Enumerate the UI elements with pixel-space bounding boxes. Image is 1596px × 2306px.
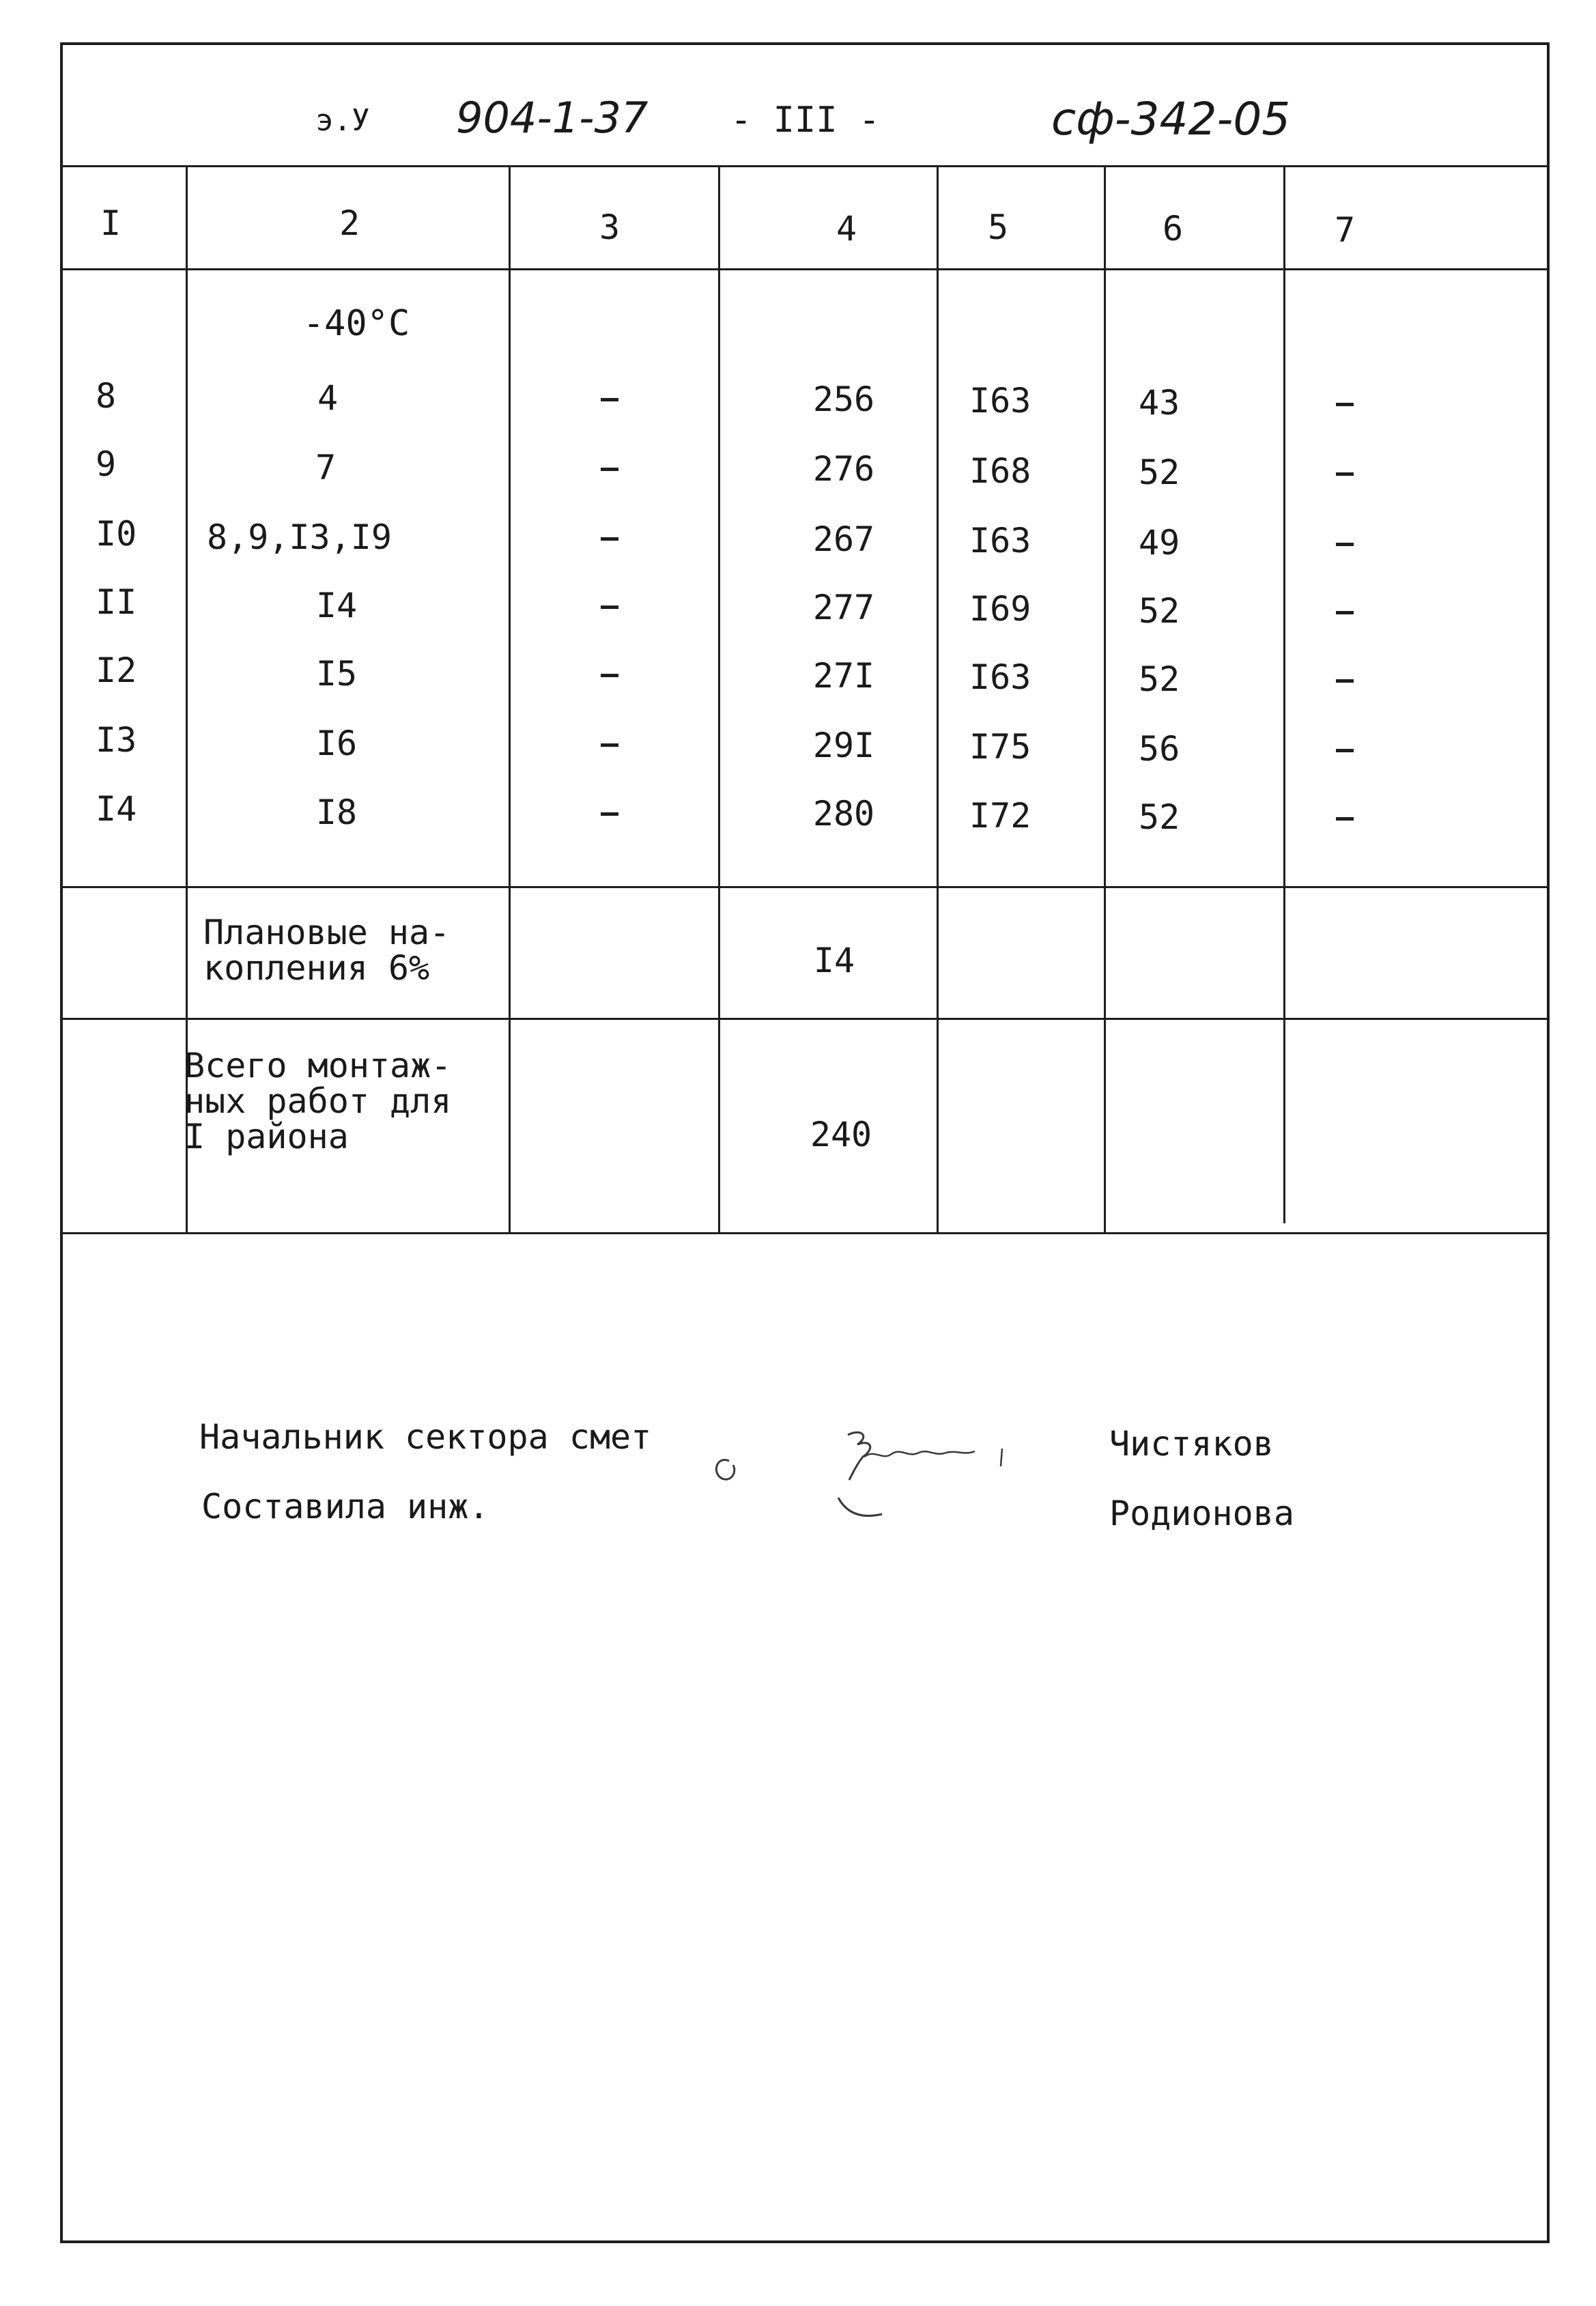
row-number: 8 xyxy=(96,376,117,416)
row-reference: I4 xyxy=(315,586,358,625)
header-prefix: э.У xyxy=(315,103,370,138)
cell-col5: I69 xyxy=(969,589,1031,629)
column-numbers-rule xyxy=(60,268,1550,270)
cell-dash xyxy=(1336,543,1354,546)
cell-dash xyxy=(601,743,618,747)
column-number: 2 xyxy=(339,203,360,243)
row-number: I3 xyxy=(96,720,137,760)
cell-dash xyxy=(601,468,618,471)
head-name: Чистяков xyxy=(1109,1424,1274,1464)
cell-col4: 27I xyxy=(812,656,875,696)
row-number: I2 xyxy=(96,651,137,690)
cell-col4: 267 xyxy=(812,519,875,559)
cell-col5: I63 xyxy=(969,521,1031,560)
planned-label: Плановые на- копления 6% xyxy=(203,913,451,988)
head-title: Начальник сектора смет xyxy=(199,1417,652,1457)
column-divider-6 xyxy=(1283,165,1285,1223)
cell-dash xyxy=(601,398,618,401)
column-number: 4 xyxy=(836,209,857,248)
column-number: 3 xyxy=(599,208,621,247)
row-number: II xyxy=(96,582,137,622)
planned-value: I4 xyxy=(813,941,855,980)
cell-col6: 52 xyxy=(1139,659,1180,699)
planned-rule xyxy=(60,1018,1550,1020)
cell-col5: I68 xyxy=(969,451,1031,491)
cell-dash xyxy=(1336,403,1354,406)
cell-col6: 56 xyxy=(1139,729,1180,769)
compiler-name: Родионова xyxy=(1109,1494,1294,1533)
project-code: 904-1-37 xyxy=(456,93,649,143)
cell-col6: 52 xyxy=(1139,453,1180,492)
cell-dash xyxy=(1336,472,1354,476)
row-number: I4 xyxy=(96,789,137,829)
cell-col5: I63 xyxy=(969,657,1031,697)
cell-col4: 280 xyxy=(812,794,875,834)
row-number: I0 xyxy=(96,514,137,554)
row-reference: 4 xyxy=(317,378,339,418)
cell-col5: I72 xyxy=(969,796,1031,836)
page-number: - III - xyxy=(730,100,881,141)
cell-dash xyxy=(601,812,618,816)
column-divider-4 xyxy=(937,165,939,1232)
cell-col4: 277 xyxy=(812,588,875,627)
cell-col6: 49 xyxy=(1139,523,1180,563)
cell-dash xyxy=(601,674,618,677)
row-number: 9 xyxy=(96,444,117,484)
cell-col6: 52 xyxy=(1139,797,1180,837)
row-reference: 7 xyxy=(315,448,337,487)
cell-dash xyxy=(601,606,618,609)
handwritten-signature xyxy=(703,1413,1031,1550)
column-divider-2 xyxy=(509,165,511,1232)
cell-col4: 276 xyxy=(812,449,875,489)
column-number: 5 xyxy=(987,208,1009,247)
column-divider-5 xyxy=(1104,165,1106,1232)
compiler-title: Составила инж. xyxy=(201,1487,489,1526)
row-reference: 8,9,I3,I9 xyxy=(207,517,392,557)
cell-dash xyxy=(601,537,618,541)
cell-dash xyxy=(1336,611,1354,614)
cell-col5: I63 xyxy=(969,381,1031,421)
cell-col5: I75 xyxy=(969,727,1031,767)
row-reference: I6 xyxy=(315,724,358,763)
cell-col4: 29I xyxy=(812,726,875,765)
sheet-code: сф-342-05 xyxy=(1051,93,1291,145)
column-number: 7 xyxy=(1334,210,1356,250)
column-number: 6 xyxy=(1162,209,1184,248)
cell-col6: 52 xyxy=(1139,591,1180,631)
row-reference: I5 xyxy=(315,654,358,694)
temperature-note: -40°C xyxy=(302,303,410,344)
column-divider-3 xyxy=(718,165,720,1232)
row-reference: I8 xyxy=(315,793,358,832)
total-rule xyxy=(60,1232,1550,1234)
total-value: 240 xyxy=(810,1115,872,1154)
column-number: I xyxy=(100,203,122,243)
cell-dash xyxy=(1336,749,1354,752)
cell-dash xyxy=(1336,679,1354,683)
body-rule xyxy=(60,886,1550,888)
total-label: Всего монтаж- ных работ для I района xyxy=(184,1046,452,1156)
header-rule xyxy=(60,165,1550,167)
cell-dash xyxy=(1336,817,1354,821)
cell-col6: 43 xyxy=(1139,383,1180,423)
cell-col4: 256 xyxy=(812,380,875,419)
